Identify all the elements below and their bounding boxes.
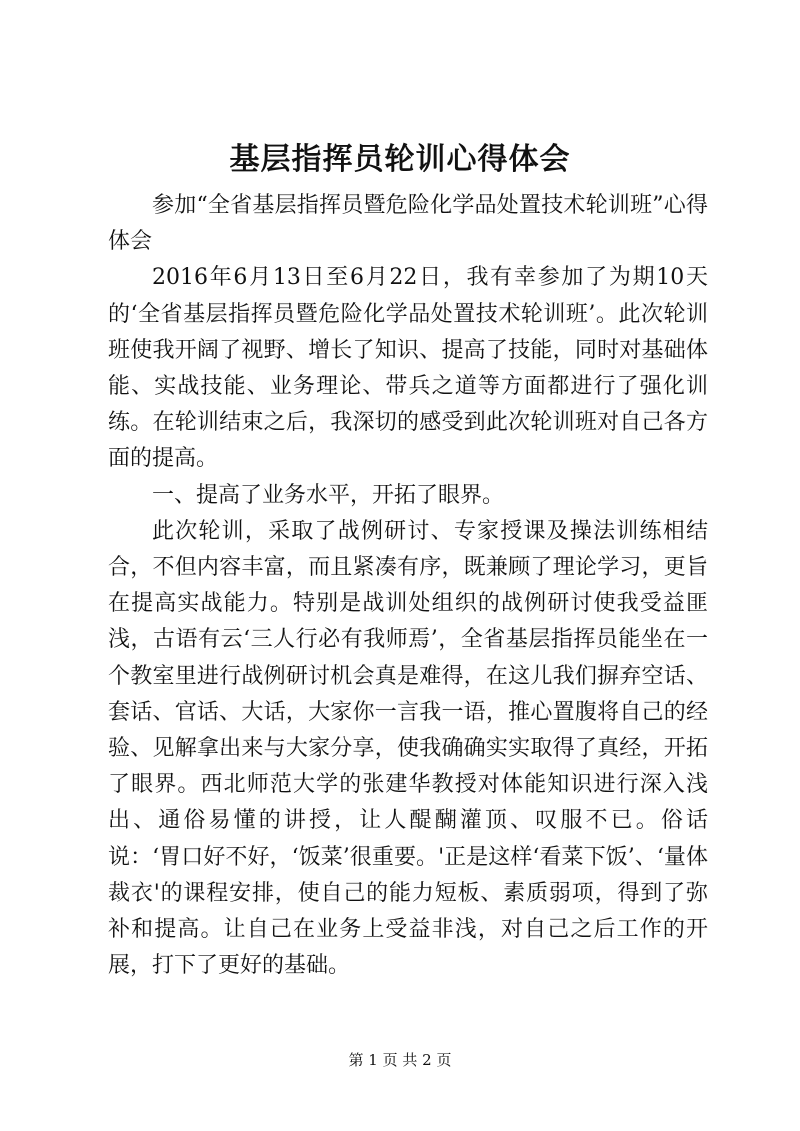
intro-paragraph: 2016年6月13日至6月22日，我有幸参加了为期10天的‘全省基层指挥员暨危险化学品处置技术轮训班’。此次轮训班使我开阔了视野、增长了知识、提高了技能，同时对基础体能、实战技能、业务理论、带兵之道等方面都进行了强化训练。在轮训结束之后，我深切的感受到此次轮训班对自己各方面的提高。 bbox=[108, 265, 708, 472]
subtitle-paragraph: 参加“全省基层指挥员暨危险化学品处置技术轮训班”心得体会 bbox=[108, 193, 708, 255]
section-paragraph: 此次轮训，采取了战例研讨、专家授课及操法训练相结合，不但内容丰富，而且紧凑有序，既兼顾了理论学习，更旨在提高实战能力。特别是战训处组织的战例研讨使我受益匪浅，古语有云‘三人行必有我师焉’，全省基层指挥员能坐在一个教室里进行战例研讨机会真是难得，在这儿我们摒弃空话、套话、官话、大话，大家你一言我一语，推心置腹将自己的经验、见解拿出来与大家分享，使我确确实实取得了真经，开拓了眼界。西北师范大学的张建华教授对体能知识进行深入浅出、通俗易懂的讲授，让人醍醐灌顶、叹服不已。俗话说：‘胃口好不好，‘饭菜’很重要。'正是这样‘看菜下饭’、‘量体裁衣'的课程安排，使自己的能力短板、素质弱项，得到了弥补和提高。让自己在业务上受益非浅，对自己之后工作的开展，打下了更好的基础。 bbox=[108, 518, 708, 979]
page-number-footer: 第 1 页 共 2 页 bbox=[348, 1051, 452, 1069]
document-title: 基层指挥员轮训心得体会 bbox=[229, 142, 571, 177]
document-body bbox=[108, 188, 708, 984]
section-heading: 一、提高了业务水平，开拓了眼界。 bbox=[152, 482, 505, 508]
